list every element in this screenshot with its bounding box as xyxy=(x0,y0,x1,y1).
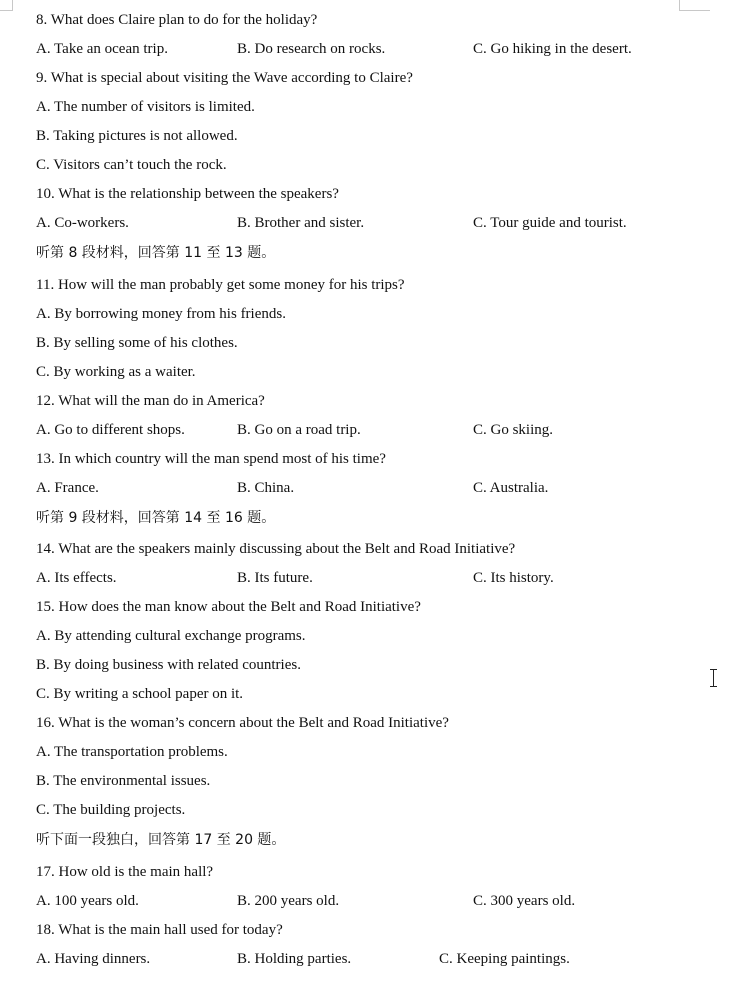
question-10-option-a: A. Co-workers. xyxy=(36,215,129,231)
page-corner-mark-left xyxy=(0,0,13,11)
question-17: 17. How old is the main hall? xyxy=(36,864,214,880)
question-15-option-c: C. By writing a school paper on it. xyxy=(36,686,244,702)
question-8-option-c: C. Go hiking in the desert. xyxy=(473,41,632,57)
question-10-option-c: C. Tour guide and tourist. xyxy=(473,215,627,231)
question-13-option-a: A. France. xyxy=(36,480,99,496)
question-13-option-c: C. Australia. xyxy=(473,480,549,496)
question-12-option-a: A. Go to different shops. xyxy=(36,422,185,438)
question-9: 9. What is special about visiting the Wave according to Claire? xyxy=(36,70,413,86)
question-9-option-a: A. The number of visitors is limited. xyxy=(36,99,255,115)
question-15: 15. How does the man know about the Belt and Road Initiative? xyxy=(36,599,421,615)
question-18-option-c: C. Keeping paintings. xyxy=(439,951,570,967)
question-10-option-b: B. Brother and sister. xyxy=(237,215,365,231)
question-11-option-b: B. By selling some of his clothes. xyxy=(36,335,238,351)
question-16: 16. What is the woman’s concern about the Belt and Road Initiative? xyxy=(36,715,449,731)
question-18-option-b: B. Holding parties. xyxy=(237,951,352,967)
question-9-option-b: B. Taking pictures is not allowed. xyxy=(36,128,238,144)
question-12-option-c: C. Go skiing. xyxy=(473,422,554,438)
page-corner-mark-right xyxy=(679,0,710,11)
question-15-option-b: B. By doing business with related countries. xyxy=(36,657,301,673)
question-14: 14. What are the speakers mainly discussing about the Belt and Road Initiative? xyxy=(36,541,516,557)
question-17-option-b: B. 200 years old. xyxy=(237,893,340,909)
question-13-option-b: B. China. xyxy=(237,480,295,496)
question-18: 18. What is the main hall used for today? xyxy=(36,922,283,938)
question-14-option-a: A. Its effects. xyxy=(36,570,117,586)
question-9-option-c: C. Visitors can’t touch the rock. xyxy=(36,157,227,173)
question-11: 11. How will the man probably get some money for his trips? xyxy=(36,277,405,293)
text-cursor-icon xyxy=(709,669,718,687)
question-17-option-c: C. 300 years old. xyxy=(473,893,576,909)
question-16-option-a: A. The transportation problems. xyxy=(36,744,228,760)
section-header-passage-8: 听第 8 段材料，回答第 11 至 13 题。 xyxy=(36,245,276,261)
question-12: 12. What will the man do in America? xyxy=(36,393,265,409)
question-8-option-a: A. Take an ocean trip. xyxy=(36,41,168,57)
question-17-option-a: A. 100 years old. xyxy=(36,893,139,909)
question-15-option-a: A. By attending cultural exchange programs. xyxy=(36,628,306,644)
question-12-option-b: B. Go on a road trip. xyxy=(237,422,361,438)
section-header-passage-9: 听第 9 段材料，回答第 14 至 16 题。 xyxy=(36,510,276,526)
question-16-option-b: B. The environmental issues. xyxy=(36,773,211,789)
question-8: 8. What does Claire plan to do for the holiday? xyxy=(36,12,318,28)
question-11-option-c: C. By working as a waiter. xyxy=(36,364,196,380)
question-16-option-c: C. The building projects. xyxy=(36,802,186,818)
section-header-monologue: 听下面一段独白，回答第 17 至 20 题。 xyxy=(36,832,286,848)
question-13: 13. In which country will the man spend most of his time? xyxy=(36,451,386,467)
question-14-option-c: C. Its history. xyxy=(473,570,554,586)
question-10: 10. What is the relationship between the speakers? xyxy=(36,186,339,202)
question-11-option-a: A. By borrowing money from his friends. xyxy=(36,306,286,322)
question-8-option-b: B. Do research on rocks. xyxy=(237,41,386,57)
question-18-option-a: A. Having dinners. xyxy=(36,951,151,967)
question-14-option-b: B. Its future. xyxy=(237,570,313,586)
